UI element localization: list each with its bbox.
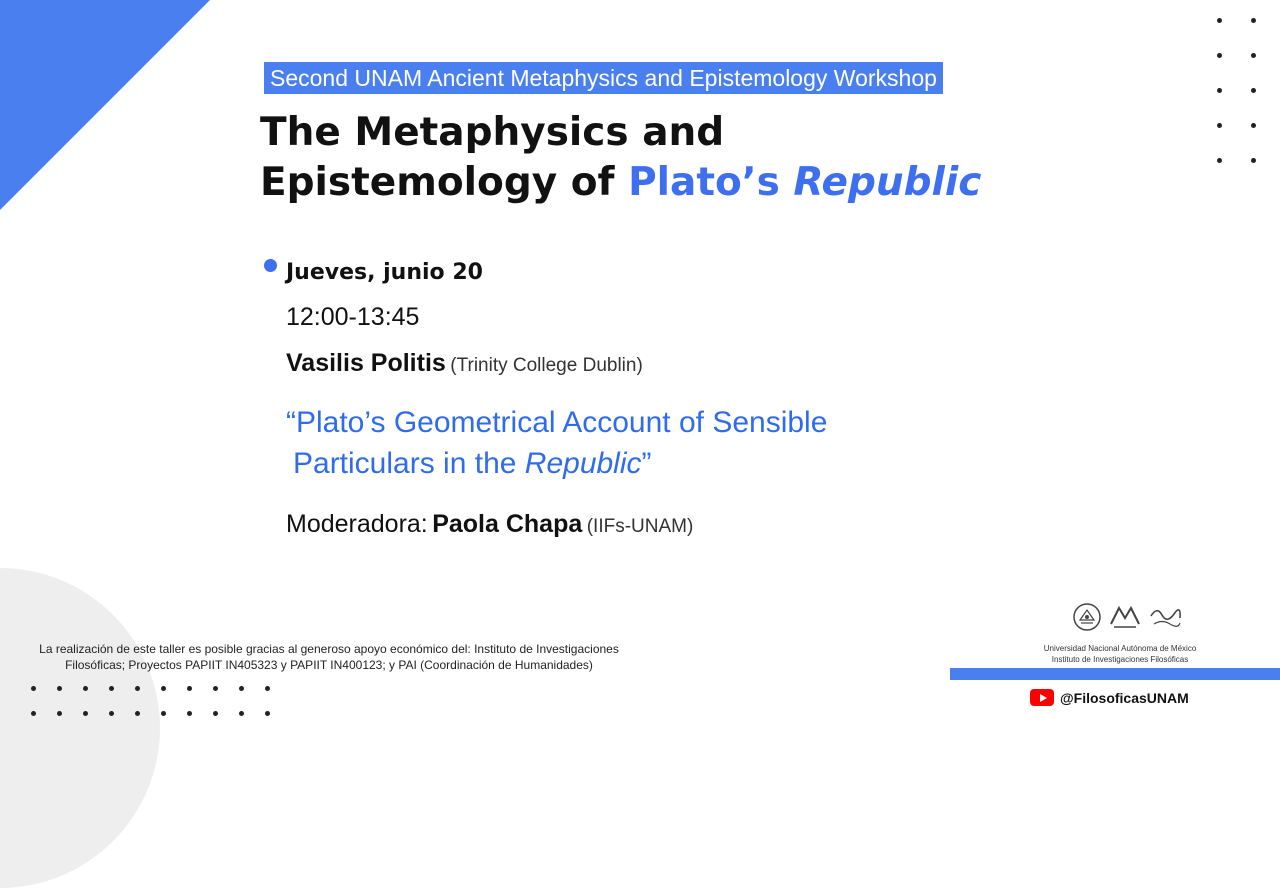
- session-time: 12:00-13:45: [286, 303, 420, 331]
- moderator-label: Moderadora:: [286, 510, 428, 538]
- institution-logos: [1072, 600, 1182, 634]
- dot-grid-bottom-decoration: [27, 682, 273, 719]
- title-republic: Republic: [793, 160, 982, 205]
- anniversary-logo-icon: [1148, 602, 1182, 632]
- youtube-handle: @FilosoficasUNAM: [1060, 689, 1189, 706]
- dot-grid-right-decoration: [1213, 14, 1259, 166]
- talk-title: [286, 402, 926, 484]
- talk-title-close-quote: ”: [641, 447, 652, 480]
- title-line1: The Metaphysics and: [260, 110, 725, 155]
- talk-title-line1: “Plato’s Geometrical Account of Sensible: [286, 406, 828, 439]
- workshop-banner: Second UNAM Ancient Metaphysics and Epistemology Workshop: [264, 62, 943, 94]
- talk-title-line2: [286, 443, 926, 484]
- talk-title-republic: Republic: [524, 447, 642, 480]
- talk-title-line2-prefix: Particulars in the: [293, 447, 517, 480]
- moderator-name: Paola Chapa: [432, 510, 583, 538]
- speaker: [286, 346, 643, 384]
- institution-line1: Universidad Nacional Autónoma de México: [1043, 644, 1197, 653]
- footer-accent-bar: [950, 668, 1280, 680]
- youtube-link[interactable]: [1030, 689, 1189, 706]
- speaker-name: Vasilis Politis: [286, 349, 446, 377]
- title-line2-prefix: Epistemology of: [260, 160, 615, 205]
- moderator: [286, 507, 693, 545]
- funding-note: La realización de este taller es posible gracias al generoso apoyo económico del: Instituto de Investigaciones Filosóficas; Proyectos PAPIIT IN405323 y PAPIIT IN400123; y PAI (Coordinación de Humanidades): [39, 642, 619, 672]
- iif-logo-icon: [1108, 602, 1142, 632]
- corner-circle-decoration: [0, 568, 160, 888]
- youtube-icon: [1030, 689, 1054, 706]
- institution-line2: Instituto de Investigaciones Filosóficas: [1051, 655, 1189, 664]
- session-date: Jueves, junio 20: [286, 260, 483, 285]
- session-bullet-icon: [264, 259, 277, 272]
- speaker-affiliation: (Trinity College Dublin): [450, 355, 643, 376]
- unam-seal-icon: [1072, 602, 1102, 632]
- institution-name: [1010, 643, 1230, 665]
- corner-triangle-decoration: [0, 0, 210, 210]
- moderator-affiliation: (IIFs-UNAM): [586, 516, 694, 537]
- page-title: [260, 108, 981, 208]
- title-plato: Plato’s: [628, 160, 780, 205]
